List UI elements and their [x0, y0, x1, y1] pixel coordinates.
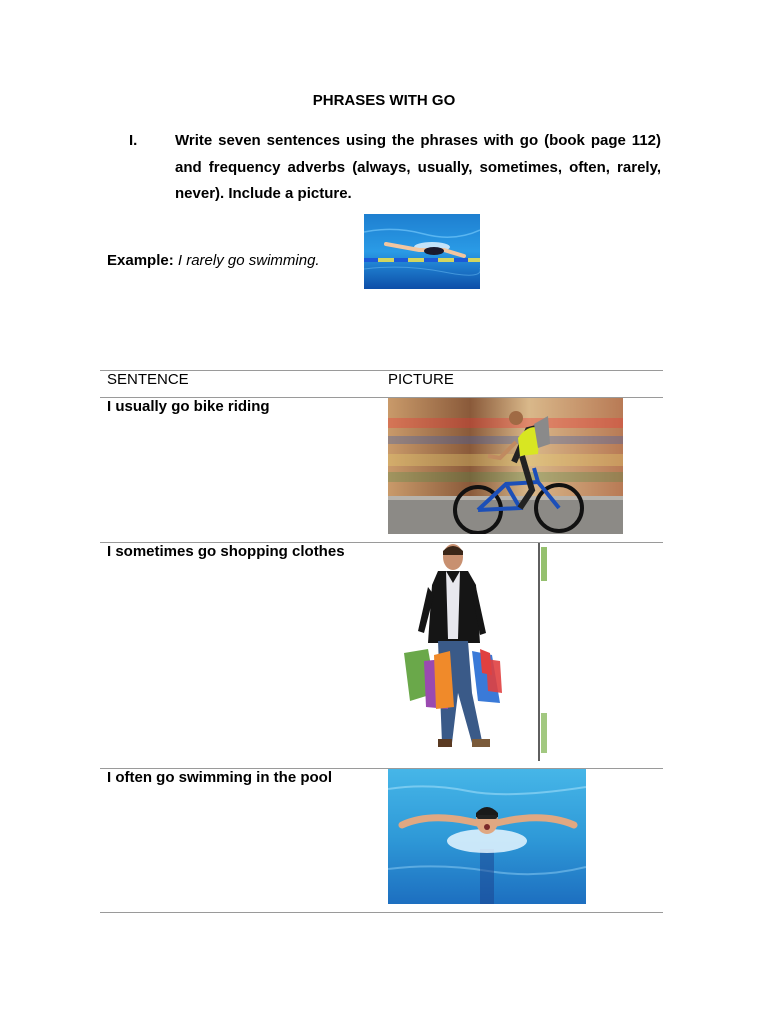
example-line — [107, 252, 320, 269]
cyclist-photo — [388, 398, 623, 534]
butterfly-swimmer-photo — [388, 769, 586, 904]
table-row-2-sentence: I sometimes go shopping clothes — [107, 543, 345, 560]
table-row-3-sentence: I often go swimming in the pool — [107, 769, 332, 786]
table-header-sentence: SENTENCE — [107, 371, 189, 388]
shopper-photo — [388, 543, 553, 761]
example-label: Example: — [107, 252, 174, 269]
swimmer-photo — [364, 214, 480, 289]
table-bottom-rule — [100, 912, 663, 913]
section-number: I. — [129, 132, 138, 149]
page-title: PHRASES WITH GO — [312, 92, 456, 109]
table-row-1-sentence: I usually go bike riding — [107, 398, 270, 415]
example-text: I rarely go swimming. — [177, 252, 320, 269]
section-instruction: Write seven sentences using the phrases with go (book page 112) and frequency adverbs (always, usually, sometimes, often, rarely, never). Include a picture. — [175, 132, 661, 202]
table-header-picture: PICTURE — [388, 371, 454, 388]
